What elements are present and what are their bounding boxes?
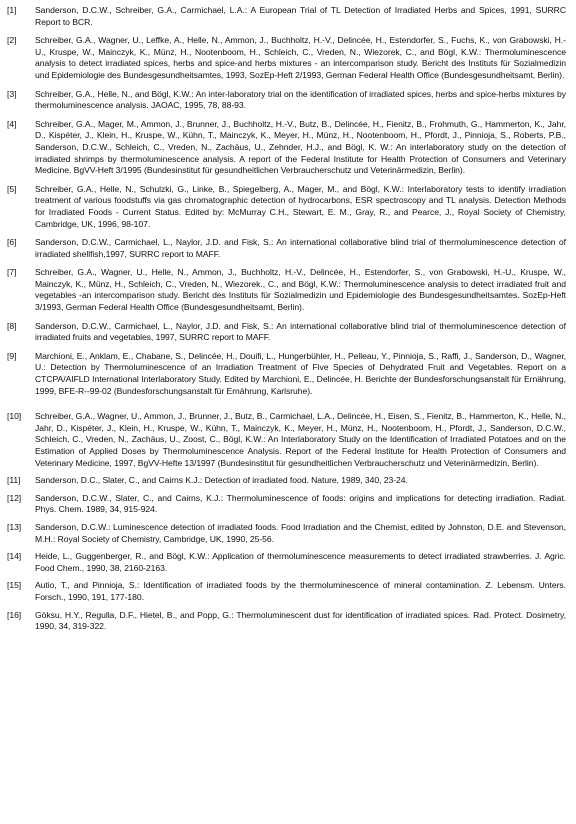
reference-number: [6] [7,237,17,248]
reference-item [7,351,566,397]
reference-number: [11] [7,475,21,486]
reference-item [7,267,566,313]
reference-item [7,184,566,230]
reference-number: [13] [7,521,22,532]
reference-text: Schreiber, G.A., Helle, N., and Bögl, K.W.: An inter-laboratory trial on the identification of irradiated spices, herbs and spice-herbs mixtures by thermoluminescence analysis. JAOAC, 1995, 78, 88-93. [35,88,566,111]
reference-text: Schreiber, G.A., Mager, M., Ammon, J., Brunner, J., Buchholtz, H.-V., Butz, B., Delincée, H., Fienitz, B., Frohmuth, G., Hammerton, K., Jahr, D., Kispéter, J., Klein, H., Kruspe, W., Kühn, T., Mainczyk, K., Meyer, H., Münz, H., Nootenboom, H., Pfordt, J., Pinnioja, S., Roberts, P.B., Sanderson, D.C.W., Schleich, C., Vreden, N., Zachäus, U., Zehnder, H.J., and Bögl, K. W.: An interlaboratory study on the detection of irradiated shrimps by thermoluminescence analysis. A report of the Federal Institute for Health Protection of Consumers and Veterinary Medicine. BgVV-Heft 3/1995 (Bundesinstitut für gesundheitlichen Verbraucherschutz und Veterinärmedizin, Berlin). [35,118,566,176]
reference-item [7,493,566,516]
reference-text: Schreiber, G.A., Wagner, U., Leffke, A., Helle, N., Ammon, J., Buchholtz, H.-V., Delincée, H., Estendorfer, S., Fuchs, K., von Grabowski, H.-U., Kruspe, W., Mainczyk, K., Münz, H., Nootenboom, H., Schleich, C., Vreden, N., Wiezorek, C., and Bögl, K.W.: Thermoluminescence analysis to detect irradiated spices, herbs and spice-and herbs mixtures - an intercomparison study. Bericht des Instituts für Sozialmedizin und Epidemiologie des Bundesgesundheitsamtes, 1993, SozEp-Heft 2/1993, German Federal Health Office (Bundesgesundheitsamt, Berlin). [35,35,566,80]
reference-item [7,35,566,81]
reference-number: [14] [7,551,22,562]
reference-text: Schreiber, G.A., Wagner, U., Ammon, J., Brunner, J., Butz, B., Carmichael, L.A., Delincée, H., Eisen, S., Fienitz, B., Hammerton, K., Helle, N., Jahr, D., Kispéter, J., Klein, H., Kruspe, W., Kühn, T., Mainczyk, K., Meyer, H., Münz, H., Nootenboom, H., Pfordt, J., Sanderson, D.C.W., Schleich, C., Vreden, N., Zachäus, U., Zoost, C., Bögl, K.W.: An Interlaboratory Study on the Identification of Irradiated Potatoes and on the Estimation of Applied Doses by Thermoluminescence Analysis. Report of the Federal Institute for Health Protection of Consumers and Veterinary Medicine, 1997, BgVV-Hefte 13/1997 (Bundesinstitut für gesundheitlichen Verbraucherschutz und Veterinärmedizin, Berlin). [35,411,566,468]
reference-number: [12] [7,492,22,503]
reference-item [7,5,566,28]
reference-item [7,411,566,469]
reference-text: Sanderson, D.C., Slater, C., and Cairns K.J.: Detection of irradiated food. Nature, 1989, 340, 23-24. [35,475,408,486]
reference-number: [16] [7,609,22,620]
reference-item [7,522,566,545]
reference-text: Sanderson, D.C.W., Carmichael, L., Naylor, J.D. and Fisk, S.: An international collaborative blind trial of thermoluminescence detection of irradiated fruits and vegetables, 1997, SURRC report to MAFF. [35,320,566,343]
reference-number: [3] [7,88,17,99]
reference-text: Göksu, H.Y., Regulla, D.F., Hietel, B., and Popp, G.: Thermoluminescent dust for identification of irradiated spices. Rad. Protect. Dosimetry, 1990, 34, 319-322. [35,609,566,632]
reference-number: [8] [7,320,17,331]
reference-text: Heide, L., Guggenberger, R., and Bögl, K.W.: Application of thermoluminescence measurements to detect irradiated strawberries. J. Agric. Food Chem., 1990, 38, 2160-2163. [35,551,566,573]
reference-number: [15] [7,580,22,591]
reference-text: Autio, T., and Pinnioja, S.: Identification of irradiated foods by the thermoluminescence of mineral contamination. Z. Lebensm. Unters. Forsch., 1990, 191, 177-180. [35,580,566,602]
reference-number: [9] [7,350,17,361]
reference-text: Sanderson, D.C.W., Slater, C., and Cairns, K.J.: Thermoluminescence of foods: origins and implications for detecting irradiation. Radiat. Phys. Chem. 1989, 34, 915-924. [35,492,566,515]
reference-item [7,551,566,574]
reference-number: [2] [7,35,17,46]
reference-text: Sanderson, D.C.W.: Luminescence detection of irradiated foods. Food Irradiation and the Chemist, edited by Johnston, D.E. and Stevenson, M.H.: Royal Society of Chemistry, Cambridge, UK, 1990, 25-56. [35,521,566,544]
reference-text: Sanderson, D.C.W., Carmichael, L., Naylor, J.D. and Fisk, S.: An international collaborative blind trial of thermoluminescence detection of irradiated shellfish,1997, SURRC report to MAFF. [35,237,566,259]
reference-text: Schreiber, G.A., Helle, N., Schulzki, G., Linke, B., Spiegelberg, A., Mager, M., and Bögl, K.W.: Interlaboratory tests to identify irradiation treatment of various foodstuffs via gas chromatographic detection of hydrocarbons, ESR spectroscopy and TL analysis. Detection Methods for Irradiated Foods - Current Status. Edited by: McMurray C.H., Stewart, E. M., Gray, R., and Pearce, J., Royal Society of Chemistry, Cambridge, UK, 1996, 98-107. [35,183,566,229]
reference-item [7,89,566,112]
reference-item [7,119,566,177]
reference-item [7,321,566,344]
reference-item [7,475,566,487]
reference-number: [7] [7,267,17,278]
reference-number: [4] [7,118,17,129]
reference-text: Sanderson, D.C.W., Schreiber, G.A., Carmichael, L.A.: A European Trial of TL Detection of Irradiated Herbs and Spices, 1991, SURRC Report to BCR. [35,5,566,27]
reference-text: Marchioni, E., Anklam, E., Chabane, S., Delincée, H., Douifi, L., Hungerbühler, H., Pelleau, Y., Pinnioja, S., Raffi, J., Sanderson, D., Wagner, U.: Detection by Thermoluminescence of an Irradiation Treatment of Five Species of Dehydrated Fruit and Vegetables. Report on a CTCPA/AIFLD International Interlaboratory Study. Edited by Marchioni, E., Delincée, H. Berichte der Bundesforschungsanstalt für Ernährung, 1999, BFE-R--99-02 (Bundesforschungsanstalt für Ernährung, Karlsruhe). [35,350,566,396]
reference-text: Schreiber, G.A., Wagner, U., Helle, N., Ammon, J., Buchholtz, H.-V., Delincée, H., Estendorfer, S., von Grabowski, H.-U., Kruspe, W., Mainczyk, K., Münz, H., Schleich, C., Vreden, N., Wiezorek., C., and Bögl, K.W.: Thermoluminescence analysis to detect irradiated fruit and vegetables -an intercomparison study. Bericht des Instituts für Sozialmedizin und Epidemiologie des Bundesgesundheitsamtes. SozEp-Heft 3/1993, German Federal Health Office (Bundesgesundheitsamt, Berlin). [35,267,566,313]
reference-number: [1] [7,5,17,15]
reference-item [7,237,566,260]
reference-number: [5] [7,183,17,194]
reference-number: [10] [7,411,22,422]
reference-item [7,580,566,603]
reference-item [7,610,566,633]
